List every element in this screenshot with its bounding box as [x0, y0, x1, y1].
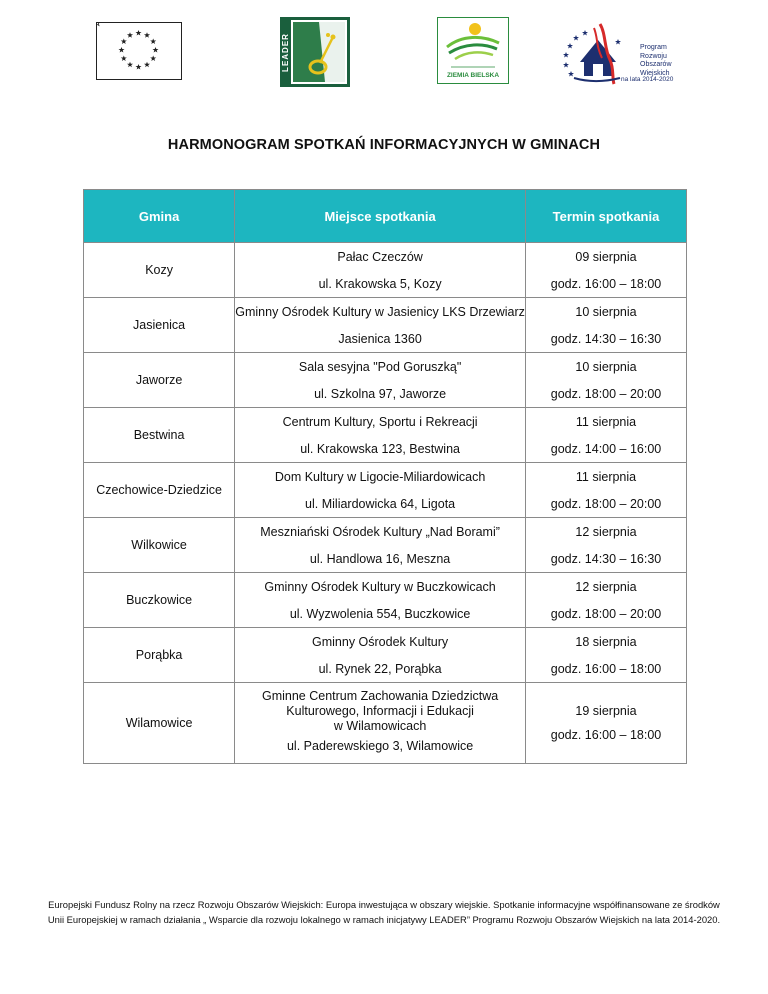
- cell-place: Gminny Ośrodek Kultury: [235, 628, 526, 657]
- cell-date: 18 sierpnia: [526, 628, 687, 657]
- prow-line: Wiejskich: [640, 69, 670, 77]
- table-row: [84, 353, 687, 382]
- table-body: [84, 243, 687, 764]
- schedule-table: [83, 189, 687, 764]
- prow-years: na lata 2014-2020: [621, 76, 674, 83]
- cell-place: Sala sesyjna "Pod Goruszką": [235, 353, 526, 382]
- page-title: HARMONOGRAM SPOTKAŃ INFORMACYJNYCH W GMINACH: [167, 137, 601, 153]
- table-row: [84, 573, 687, 602]
- cell-gmina: Wilamowice: [84, 683, 235, 764]
- ziemia-bielska-text: ZIEMIA BIELSKA: [446, 72, 500, 79]
- cell-address: ul. Wyzwolenia 554, Buczkowice: [235, 601, 526, 628]
- cell-address: ul. Rynek 22, Porąbka: [235, 656, 526, 683]
- table-row: [84, 628, 687, 657]
- cell-gmina: Wilkowice: [84, 518, 235, 573]
- eu-flag-icon: [96, 22, 182, 80]
- cell-date: 10 sierpnia: [526, 298, 687, 327]
- cell-address: ul. Szkolna 97, Jaworze: [235, 381, 526, 408]
- prow-line: Rozwoju: [640, 52, 667, 60]
- cell-time: godz. 18:00 – 20:00: [526, 491, 687, 518]
- cell-place: Gminne Centrum Zachowania Dziedzictwa Kulturowego, Informacji i Edukacji w Wilamowicach: [235, 683, 526, 740]
- cell-time: godz. 16:00 – 18:00: [526, 656, 687, 683]
- cell-gmina: Bestwina: [84, 408, 235, 463]
- cell-time: godz. 18:00 – 20:00: [526, 601, 687, 628]
- cell-time: godz. 14:30 – 16:30: [526, 546, 687, 573]
- table-row: [84, 408, 687, 437]
- table-row: [84, 518, 687, 547]
- cell-time: godz. 14:00 – 16:00: [526, 436, 687, 463]
- logo-bar: [0, 0, 768, 100]
- cell-place: Gminny Ośrodek Kultury w Jasienicy LKS Drzewiarz: [235, 298, 526, 327]
- cell-place: Gminny Ośrodek Kultury w Buczkowicach: [235, 573, 526, 602]
- prow-line: Program: [640, 44, 667, 51]
- cell-time: godz. 14:30 – 16:30: [526, 326, 687, 353]
- cell-time: godz. 16:00 – 18:00: [550, 728, 662, 742]
- header-termin: Termin spotkania: [526, 190, 687, 243]
- cell-date: 10 sierpnia: [526, 353, 687, 382]
- cell-date: 11 sierpnia: [526, 463, 687, 492]
- cell-place: Centrum Kultury, Sportu i Rekreacji: [235, 408, 526, 437]
- cell-address: ul. Miliardowicka 64, Ligota: [235, 491, 526, 518]
- cell-address: ul. Krakowska 123, Bestwina: [235, 436, 526, 463]
- cell-date: 12 sierpnia: [526, 573, 687, 602]
- leader-logo: [280, 17, 350, 87]
- cell-gmina: Jasienica: [84, 298, 235, 353]
- cell-address: ul. Handlowa 16, Meszna: [235, 546, 526, 573]
- cell-date: 11 sierpnia: [526, 408, 687, 437]
- table-row: [84, 463, 687, 492]
- cell-address: Jasienica 1360: [235, 326, 526, 353]
- table-row: [84, 298, 687, 327]
- cell-gmina: Porąbka: [84, 628, 235, 683]
- table-header-row: [84, 190, 687, 243]
- cell-gmina: Jaworze: [84, 353, 235, 408]
- cell-address: ul. Krakowska 5, Kozy: [235, 271, 526, 298]
- table-row: [84, 683, 687, 740]
- header-gmina: Gmina: [84, 190, 235, 243]
- prow-logo-text: [640, 44, 672, 78]
- cell-gmina: Buczkowice: [84, 573, 235, 628]
- cell-termin: [526, 683, 687, 764]
- cell-date: 12 sierpnia: [526, 518, 687, 547]
- cell-time: godz. 16:00 – 18:00: [526, 271, 687, 298]
- footer-note: Europejski Fundusz Rolny na rzecz Rozwoju Obszarów Wiejskich: Europa inwestująca w obszary wiejskie. Spotkanie informacyjne współfinansowane ze środków Unii Europejskiej w ramach działania „ Wsparcie dla rozwoju lokalnego w ramach inicjatywy LEADER” Programu Rozwoju Obszarów Wiejskich na lata 2014-2020.: [47, 899, 721, 925]
- cell-gmina: Czechowice-Dziedzice: [84, 463, 235, 518]
- leader-logo-text: LEADER: [281, 32, 291, 72]
- cell-address: ul. Paderewskiego 3, Wilamowice: [235, 739, 526, 764]
- cell-place: Meszniański Ośrodek Kultury „Nad Borami”: [235, 518, 526, 547]
- table-row: [84, 243, 687, 272]
- cell-place: Dom Kultury w Ligocie-Miliardowicach: [235, 463, 526, 492]
- cell-date: 19 sierpnia: [575, 704, 637, 718]
- cell-date: 09 sierpnia: [526, 243, 687, 272]
- header-miejsce: Miejsce spotkania: [235, 190, 526, 243]
- prow-line: Obszarów: [640, 61, 672, 68]
- cell-time: godz. 18:00 – 20:00: [526, 381, 687, 408]
- ziemia-bielska-logo: [437, 17, 509, 84]
- cell-place: Pałac Czeczów: [235, 243, 526, 272]
- cell-gmina: Kozy: [84, 243, 235, 298]
